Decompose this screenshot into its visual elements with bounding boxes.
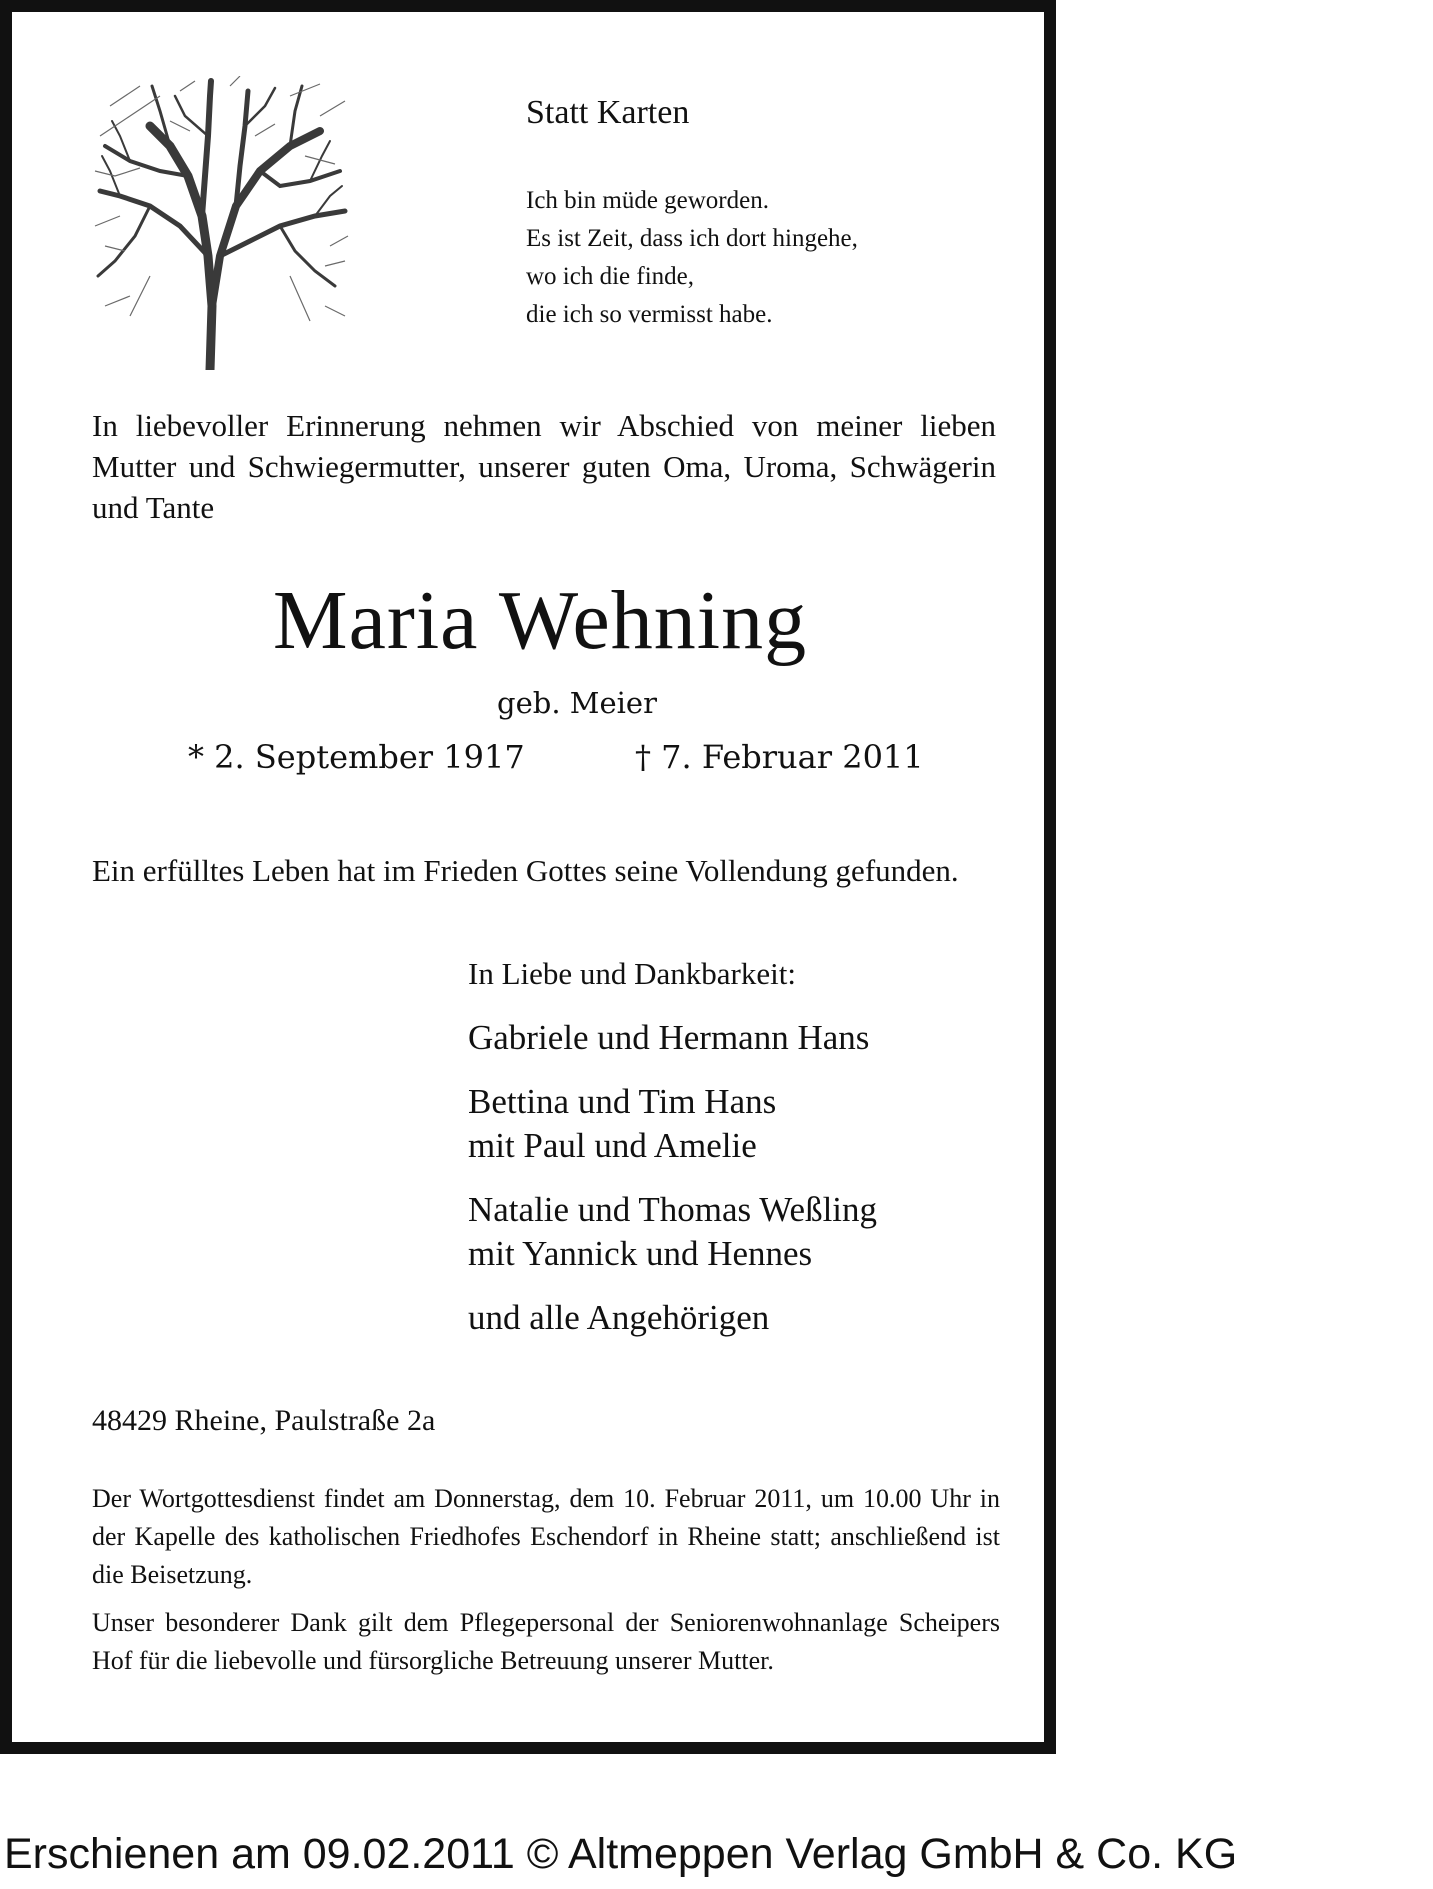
intro-text: In liebevoller Erinnerung nehmen wir Abschied von meiner lieben Mutter und Schwiegermutter, unserer guten Oma, Uroma, Schwägerin und Tante	[92, 408, 996, 525]
birth-date: * 2. September 1917	[188, 738, 525, 776]
address: 48429 Rheine, Paulstraße 2a	[92, 1404, 436, 1437]
family-line: Bettina und Tim Hans	[468, 1082, 777, 1121]
poem-line: Ich bin müde geworden.	[526, 187, 769, 214]
acknowledgement: Unser besonderer Dank gilt dem Pflegepersonal der Seniorenwohnanlage Scheipers Hof für die liebevolle und fürsorgliche Betreuung unserer Mutter.	[92, 1608, 1000, 1675]
thanks-line: In Liebe und Dankbarkeit:	[468, 956, 796, 991]
service-info: Der Wortgottesdienst findet am Donnerstag, dem 10. Februar 2011, um 10.00 Uhr in der Kapelle des katholischen Friedhofes Eschendorf in Rheine statt; anschließend ist die Beisetzung.	[92, 1484, 1000, 1589]
deceased-name: Maria Wehning	[272, 574, 808, 667]
death-date: † 7. Februar 2011	[635, 738, 924, 776]
family-line: mit Paul und Amelie	[468, 1126, 757, 1165]
poem	[526, 182, 858, 334]
publication-footer: Erschienen am 09.02.2011 © Altmeppen Verlag GmbH & Co. KG	[4, 1830, 1238, 1878]
birth-name: geb. Meier	[497, 686, 657, 720]
family-line: Natalie und Thomas Weßling	[468, 1190, 878, 1229]
tree-illustration	[90, 76, 352, 370]
poem-line: die ich so vermisst habe.	[526, 301, 773, 328]
family-line: und alle Angehörigen	[468, 1298, 770, 1337]
poem-line: wo ich die finde,	[526, 263, 695, 290]
family-line: mit Yannick und Hennes	[468, 1234, 813, 1273]
life-text: Ein erfülltes Leben hat im Frieden Gottes seine Vollendung gefunden.	[92, 853, 959, 888]
heading: Statt Karten	[526, 94, 690, 131]
family-line: Gabriele und Hermann Hans	[468, 1018, 870, 1057]
poem-line: Es ist Zeit, dass ich dort hingehe,	[526, 225, 858, 252]
